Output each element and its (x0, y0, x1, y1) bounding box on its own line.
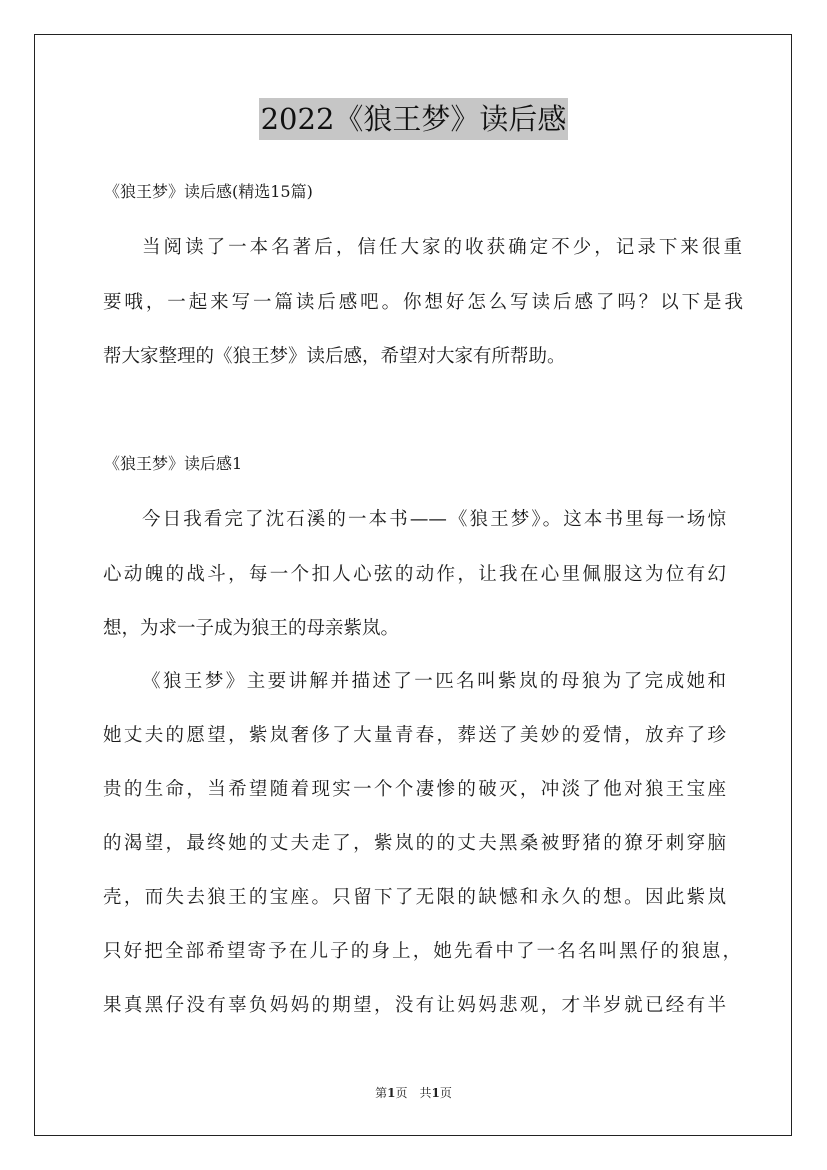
section-p2-line-1: 《狼王梦》主要讲解并描述了一匹名叫紫岚的母狼为了完成她和 (142, 671, 726, 692)
intro-line-1: 当阅读了一本名著后，信任大家的收获确定不少，记录下来很重 (142, 237, 742, 258)
document-subtitle: 《狼王梦》读后感(精选15篇) (104, 182, 313, 201)
section-p2-line-3: 贵的生命，当希望随着现实一个个凄惨的破灭，冲淡了他对狼王宝座 (103, 779, 726, 800)
section-p2-line-6: 只好把全部希望寄予在儿子的身上，她先看中了一名名叫黑仔的狼崽， (103, 941, 741, 962)
section-p2-line-7: 果真黑仔没有辜负妈妈的期望，没有让妈妈悲观，才半岁就已经有半 (103, 995, 726, 1016)
document-title: 2022《狼王梦》读后感 (259, 98, 569, 140)
page-footer (0, 1085, 827, 1101)
footer-page-mid: 页 共 (395, 1086, 432, 1100)
section-p2-line-2: 她丈夫的愿望，紫岚奢侈了大量青春，葬送了美妙的爱情，放弃了珍 (103, 725, 726, 746)
footer-page-total: 1 (431, 1086, 440, 1100)
section-p1-line-1: 今日我看完了沈石溪的一本书——《狼王梦》。这本书里每一场惊 (142, 509, 726, 530)
intro-line-2: 要哦，一起来写一篇读后感吧。你想好怎么写读后感了吗？以下是我 (103, 292, 743, 313)
footer-page-prefix: 第 (375, 1086, 388, 1100)
footer-page-suffix: 页 (439, 1086, 452, 1100)
section-heading: 《狼王梦》读后感1 (104, 454, 243, 473)
section-p2-line-4: 的渴望，最终她的丈夫走了，紫岚的的丈夫黑桑被野猪的獠牙刺穿脑 (103, 833, 726, 854)
section-p2-line-5: 壳，而失去狼王的宝座。只留下了无限的缺憾和永久的想。因此紫岚 (103, 887, 726, 908)
section-p1-line-3: 想，为求一子成为狼王的母亲紫岚。 (103, 618, 400, 639)
section-p1-line-2: 心动魄的战斗，每一个扣人心弦的动作，让我在心里佩服这为位有幻 (103, 564, 726, 585)
title-container (0, 98, 827, 140)
footer-page-current: 1 (387, 1086, 396, 1100)
intro-line-3: 帮大家整理的《狼王梦》读后感，希望对大家有所帮助。 (103, 346, 566, 367)
